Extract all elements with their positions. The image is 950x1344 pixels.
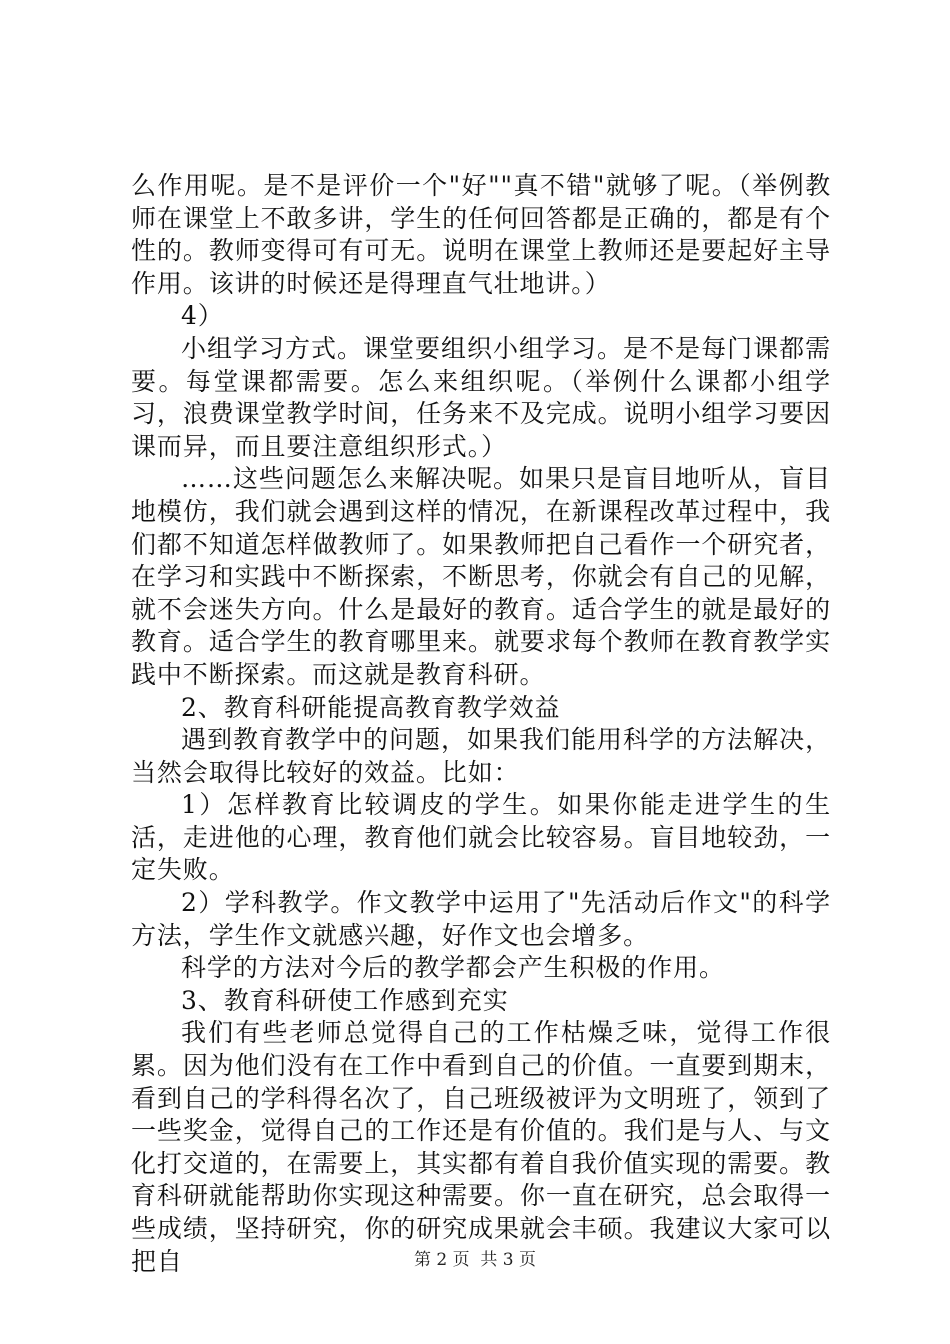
paragraph-fulfillment: 我们有些老师总觉得自己的工作枯燥乏味，觉得工作很累。因为他们没有在工作中看到自己的价值。一直要到期末，看到自己的学科得名次了，自己班级被评为文明班了，领到了一些奖金，觉得自己的工作还是有价值的。我们是与人、与文化打交道的，在需要上，其实都有着自我价值实现的需要。教育科研就能帮助你实现这种需要。你一直在研究，总会取得一些成绩，坚持研究，你的研究成果就会丰硕。我建议大家可以把自 bbox=[131, 1018, 831, 1276]
document-body bbox=[131, 170, 831, 1278]
section-heading-3: 3、教育科研使工作感到充实 bbox=[181, 985, 509, 1015]
section-heading-2: 2、教育科研能提高教育教学效益 bbox=[181, 692, 561, 722]
list-marker-4: 4） bbox=[181, 301, 224, 331]
paragraph-group-learning: 小组学习方式。课堂要组织小组学习。是不是每门课都需要。每堂课都需要。怎么来组织呢。（举例什么课都小组学习，浪费课堂教学时间，任务来不及完成。说明小组学习要因课而异，而且要注意组织形式。） bbox=[131, 333, 831, 461]
paragraph-efficiency: 遇到教育教学中的问题，如果我们能用科学的方法解决，当然会取得比较好的效益。比如： bbox=[131, 725, 831, 787]
paragraph-scientific-method: 科学的方法对今后的教学都会产生积极的作用。 bbox=[181, 953, 725, 983]
paragraph-continuation: 么作用呢。是不是评价一个"好""真不错"就够了呢。（举例教师在课堂上不敢多讲，学生的任何回答都是正确的，都是有个性的。教师变得可有可无。说明在课堂上教师还是要起好主导作用。该讲的时候还是得理直气壮地讲。） bbox=[131, 171, 831, 298]
list-item-2: 2）学科教学。作文教学中运用了"先活动后作文"的科学方法，学生作文就感兴趣，好作文也会增多。 bbox=[131, 888, 831, 950]
page-footer: 第 2 页 共 3 页 bbox=[413, 1250, 537, 1270]
paragraph-problem-solving: ……这些问题怎么来解决呢。如果只是盲目地听从，盲目地模仿，我们就会遇到这样的情况，在新课程改革过程中，我们都不知道怎样做教师了。如果教师把自己看作一个研究者，在学习和实践中不断探索，不断思考，你就会有自己的见解，就不会迷失方向。什么是最好的教育。适合学生的就是最好的教育。适合学生的教育哪里来。就要求每个教师在教育教学实践中不断探索。而这就是教育科研。 bbox=[131, 464, 831, 689]
list-item-1: 1）怎样教育比较调皮的学生。如果你能走进学生的生活，走进他的心理，教育他们就会比较容易。盲目地较劲，一定失败。 bbox=[131, 790, 831, 885]
